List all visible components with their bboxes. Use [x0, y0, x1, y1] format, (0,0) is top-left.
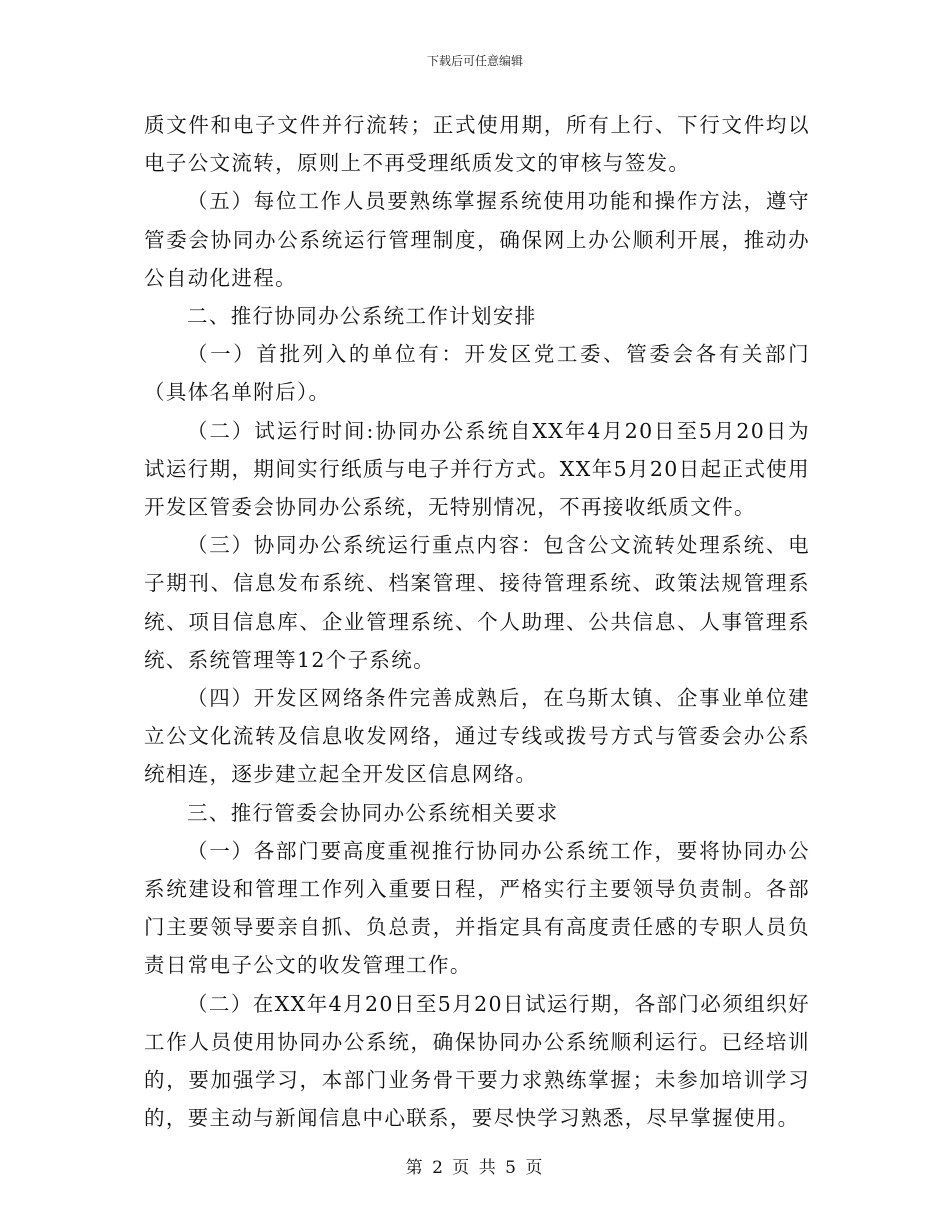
page-header: 下载后可任意编辑 [426, 54, 523, 68]
paragraph: （一）各部门要高度重视推行协同办公系统工作，要将协同办公系统建设和管理工作列入重要日程，严格实行主要领导负责制。各部门主要领导要亲自抓、负总责，并指定具有高度责任感的专职人员负责日常电子公文的收发管理工作。 [144, 838, 810, 978]
paragraph: （三）协同办公系统运行重点内容：包含公文流转处理系统、电子期刊、信息发布系统、档案管理、接待管理系统、政策法规管理系统、项目信息库、企业管理系统、个人助理、公共信息、人事管理系统、系统管理等12个子系统。 [144, 533, 810, 672]
paragraph: （一）首批列入的单位有：开发区党工委、管委会各有关部门（具体名单附后）。 [144, 342, 810, 405]
page-number-footer: 第 2 页 共 5 页 [405, 1158, 545, 1178]
paragraph: （二）在XX年4月20日至5月20日试运行期，各部门必须组织好工作人员使用协同办公系统，确保协同办公系统顺利运行。已经培训的，要加强学习，本部门业务骨干要力求熟练掌握；未参加培训学习的，要主动与新闻信息中心联系，要尽快学习熟悉，尽早掌握使用。 [144, 991, 810, 1131]
paragraph: （五）每位工作人员要熟练掌握系统使用功能和操作方法，遵守管委会协同办公系统运行管理制度，确保网上办公顺利开展，推动办公自动化进程。 [144, 189, 810, 290]
paragraph: （四）开发区网络条件完善成熟后，在乌斯太镇、企事业单位建立公文化流转及信息收发网络，通过专线或拨号方式与管委会办公系统相连，逐步建立起全开发区信息网络。 [144, 686, 810, 787]
document-body [144, 106, 810, 1137]
section-heading: 三、推行管委会协同办公系统相关要求 [187, 800, 559, 825]
paragraph: 质文件和电子文件并行流转；正式使用期，所有上行、下行文件均以电子公文流转，原则上不再受理纸质发文的审核与签发。 [144, 113, 810, 176]
paragraph: （二）试运行时间:协同办公系统自XX年4月20日至5月20日为试运行期，期间实行纸质与电子并行方式。XX年5月20日起正式使用开发区管委会协同办公系统，无特别情况，不再接收纸质文件。 [144, 418, 810, 520]
section-heading: 二、推行协同办公系统工作计划安排 [187, 304, 537, 329]
